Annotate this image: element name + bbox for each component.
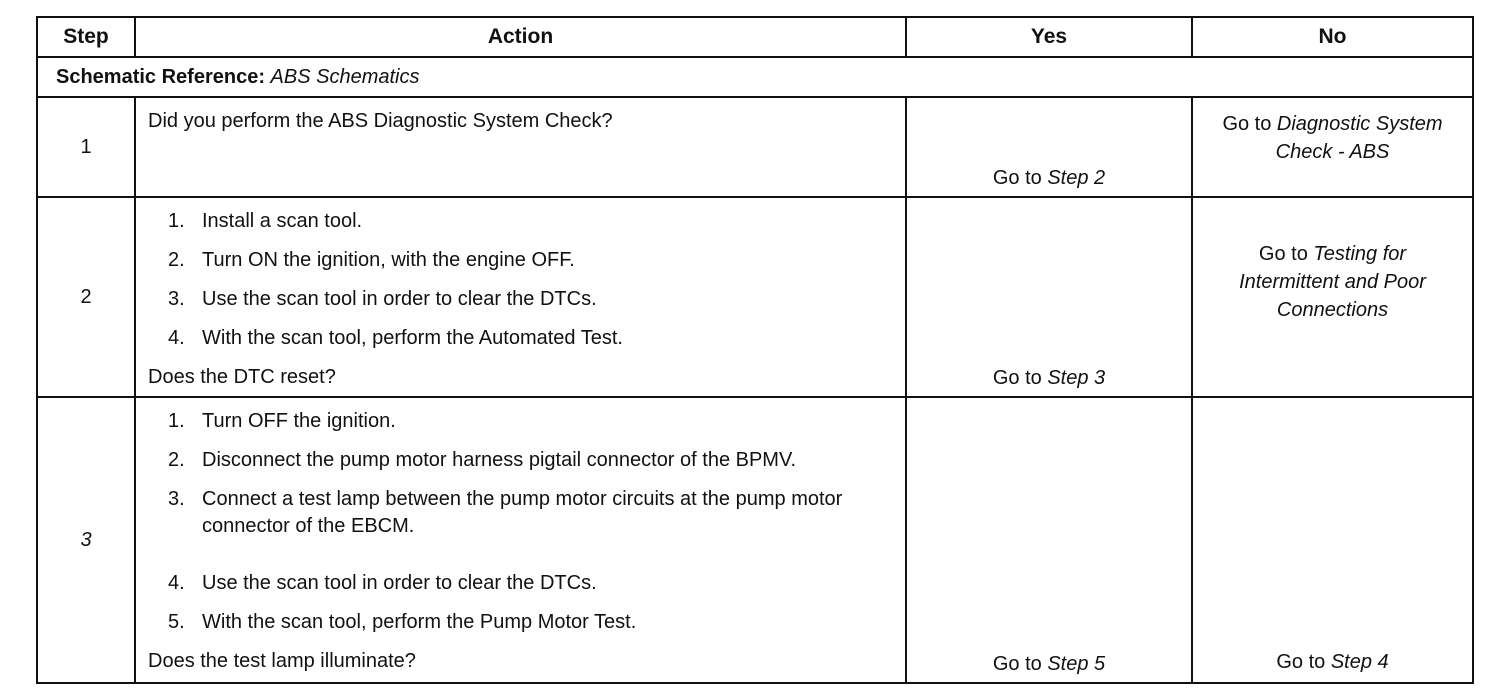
table-row: [37, 97, 1473, 197]
action-number: 5.: [168, 611, 185, 633]
action-number: 4.: [168, 572, 185, 594]
schematic-reference-row: [37, 57, 1473, 97]
no-target: Testing for Intermittent and Poor Connections: [1239, 243, 1426, 321]
action-item: [148, 247, 893, 274]
action-list: [148, 208, 893, 352]
action-text: With the scan tool, perform the Automated Test.: [202, 327, 623, 349]
action-text: Disconnect the pump motor harness pigtail connector of the BPMV.: [202, 449, 797, 471]
action-number: 3.: [168, 488, 185, 510]
no-prefix: Go to: [1222, 113, 1272, 135]
step-number: 3: [37, 397, 135, 683]
action-item: [148, 408, 893, 435]
no-target: Diagnostic System Check - ABS: [1275, 113, 1443, 163]
action-item: [148, 486, 893, 540]
action-item: [148, 208, 893, 235]
action-text: With the scan tool, perform the Pump Motor Test.: [202, 611, 637, 633]
action-item: [148, 447, 893, 474]
header-action: Action: [135, 17, 906, 57]
action-number: 4.: [168, 327, 185, 349]
action-text: Connect a test lamp between the pump motor circuits at the pump motor connector of the EBCM.: [202, 488, 843, 537]
action-text: Use the scan tool in order to clear the DTCs.: [202, 288, 597, 310]
action-item: [148, 286, 893, 313]
yes-cell: [906, 397, 1192, 683]
diagnostic-table: [36, 16, 1474, 684]
step-number: 2: [37, 197, 135, 397]
yes-prefix: Go to: [992, 653, 1042, 675]
table-row: [37, 197, 1473, 397]
yes-target: Step 2: [1047, 167, 1106, 189]
action-text: Turn ON the ignition, with the engine OFF.: [202, 249, 575, 271]
yes-prefix: Go to: [992, 167, 1042, 189]
action-cell: [135, 397, 906, 683]
header-row: [37, 17, 1473, 57]
action-item: [148, 570, 893, 597]
yes-cell: [906, 197, 1192, 397]
action-number: 2.: [168, 449, 185, 471]
no-cell: [1192, 97, 1473, 197]
action-text: Use the scan tool in order to clear the DTCs.: [202, 572, 597, 594]
action-item: [148, 609, 893, 636]
yes-target: Step 5: [1047, 653, 1106, 675]
no-cell: [1192, 397, 1473, 683]
action-list: [148, 408, 893, 636]
action-number: 3.: [168, 288, 185, 310]
action-text: Turn OFF the ignition.: [202, 410, 396, 432]
no-prefix: Go to: [1276, 651, 1326, 673]
header-step: Step: [37, 17, 135, 57]
no-prefix: Go to: [1258, 243, 1308, 265]
action-cell: [135, 197, 906, 397]
schematic-reference-label: Schematic Reference:: [56, 65, 265, 88]
question-text: Did you perform the ABS Diagnostic System Check?: [148, 110, 613, 132]
yes-target: Step 3: [1047, 367, 1106, 389]
step-number: 1: [37, 97, 135, 197]
action-number: 1.: [168, 210, 185, 232]
action-text: Install a scan tool.: [202, 210, 363, 232]
header-no: No: [1192, 17, 1473, 57]
no-target: Step 4: [1330, 651, 1389, 673]
yes-prefix: Go to: [992, 367, 1042, 389]
schematic-reference-link: ABS Schematics: [270, 65, 420, 88]
header-yes: Yes: [906, 17, 1192, 57]
action-item: [148, 325, 893, 352]
table-row: [37, 397, 1473, 683]
action-number: 1.: [168, 410, 185, 432]
action-number: 2.: [168, 249, 185, 271]
question-text: Does the DTC reset?: [148, 366, 336, 388]
schematic-reference: [37, 57, 1473, 97]
yes-cell: [906, 97, 1192, 197]
question-text: Does the test lamp illuminate?: [148, 650, 416, 672]
action-cell: [135, 97, 906, 197]
no-cell: [1192, 197, 1473, 397]
